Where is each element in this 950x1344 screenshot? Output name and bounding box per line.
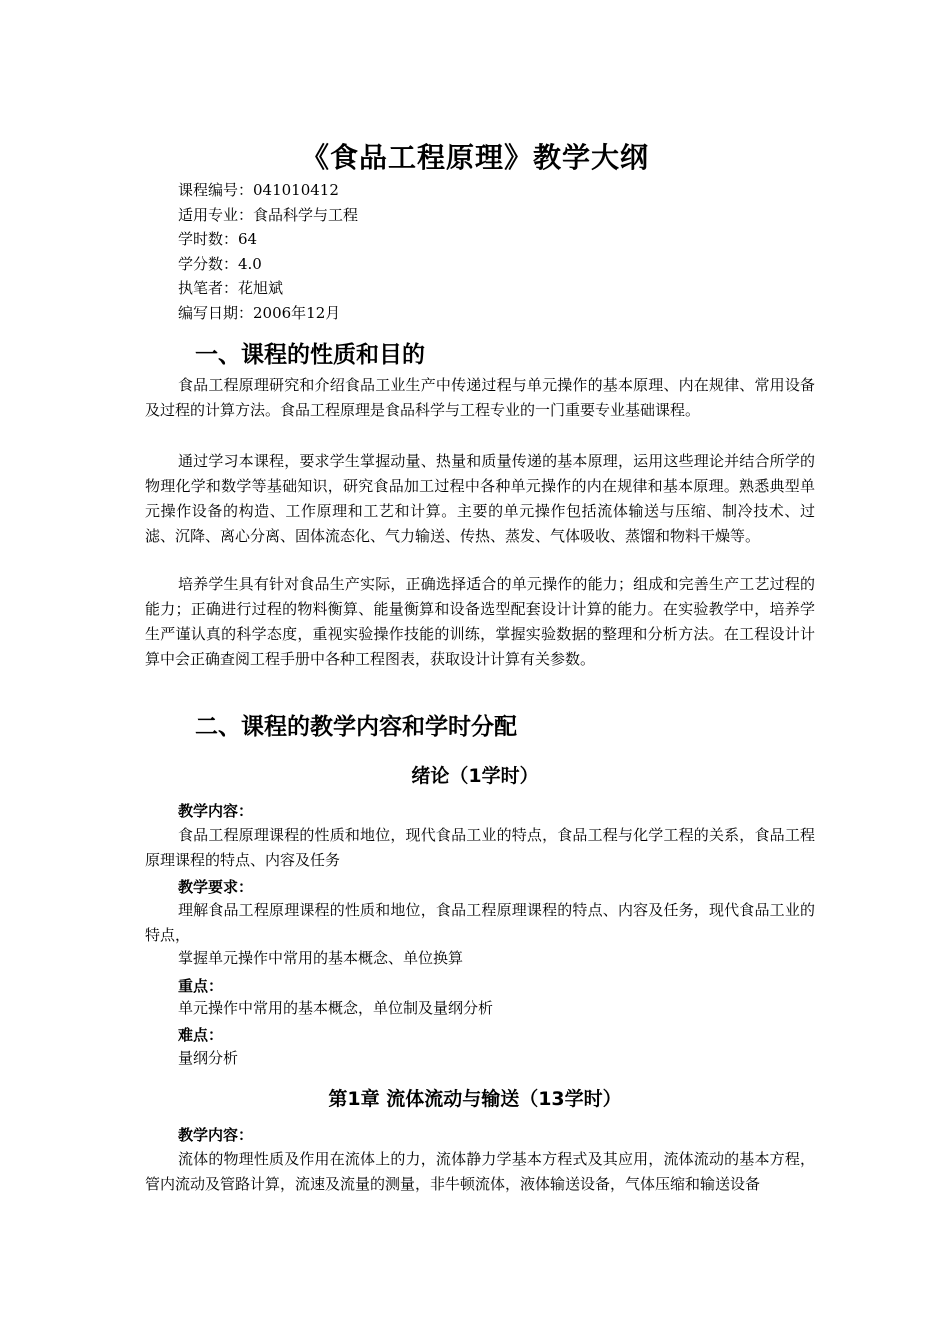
intro-requirement-label: 教学要求： (178, 878, 254, 896)
intro-requirement-text2: 掌握单元操作中常用的基本概念、单位换算 (178, 949, 464, 967)
meta-major: 适用专业：食品科学与工程 (178, 205, 359, 224)
document-title: 《食品工程原理》教学大纲 (300, 141, 649, 174)
intro-key-label: 重点： (178, 977, 224, 995)
intro-difficulty-label: 难点： (178, 1026, 224, 1044)
intro-content-label: 教学内容： (178, 802, 254, 820)
section1-paragraph: 食品工程原理研究和介绍食品工业生产中传递过程与单元操作的基本原理、内在规律、常用设备及过程的计算方法。食品工程原理是食品科学与工程专业的一门重要专业基础课程。 (145, 376, 815, 419)
meta-author: 执笔者：花旭斌 (178, 279, 284, 298)
intro-difficulty-text: 量纲分析 (178, 1049, 239, 1067)
chapter1-content-text: 流体的物理性质及作用在流体上的力，流体静力学基本方程式及其应用，流体流动的基本方程，管内流动及管路计算，流速及流量的测量，非牛顿流体，液体输送设备，气体压缩和输送设备 (145, 1150, 815, 1193)
intro-key-text: 单元操作中常用的基本概念，单位制及量纲分析 (178, 999, 494, 1017)
intro-requirement-text: 理解食品工程原理课程的性质和地位，食品工程原理课程的特点、内容及任务，现代食品工业的特点， (145, 901, 815, 944)
chapter1-content-label: 教学内容： (178, 1126, 254, 1144)
section1-paragraph: 通过学习本课程，要求学生掌握动量、热量和质量传递的基本原理，运用这些理论并结合所学的物理化学和数学等基础知识，研究食品加工过程中各种单元操作的内在规律和基本原理。熟悉典型单元操作设备的构造、工作原理和工艺和计算。主要的单元操作包括流体输送与压缩、制冷技术、过滤、沉降、离心分离、固体流态化、气力输送、传热、蒸发、气体吸收、蒸馏和物料干燥等。 (145, 452, 815, 545)
meta-course-code: 课程编号：041010412 (178, 181, 339, 199)
intro-heading: 绪论（1学时） (411, 765, 539, 787)
section1-heading: 一、课程的性质和目的 (195, 342, 425, 368)
section2-heading: 二、课程的教学内容和学时分配 (195, 714, 517, 740)
meta-date: 编写日期：2006年12月 (178, 303, 341, 322)
section1-paragraph: 培养学生具有针对食品生产实际，正确选择适合的单元操作的能力；组成和完善生产工艺过程的能力；正确进行过程的物料衡算、能量衡算和设备选型配套设计计算的能力。在实验教学中，培养学生严谨认真的科学态度，重视实验操作技能的训练，掌握实验数据的整理和分析方法。在工程设计计算中会正确查阅工程手册中各种工程图表，获取设计计算有关参数。 (145, 575, 815, 668)
meta-hours: 学时数：64 (178, 230, 258, 249)
meta-credits: 学分数：4.0 (178, 254, 262, 273)
intro-content-text: 食品工程原理课程的性质和地位，现代食品工业的特点，食品工程与化学工程的关系，食品工程原理课程的特点、内容及任务 (145, 826, 815, 869)
chapter1-heading: 第1章 流体流动与输送（13学时） (328, 1088, 622, 1110)
course-meta (178, 178, 358, 326)
